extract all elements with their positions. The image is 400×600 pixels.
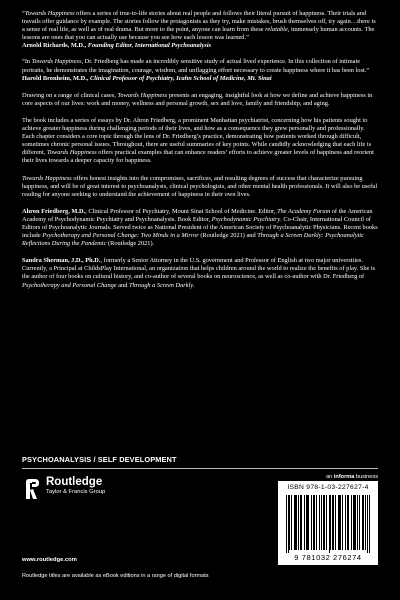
website-link[interactable]: www.routledge.com — [22, 557, 77, 563]
description-paragraph-2: The book includes a series of essays by Dr. Ahron Friedberg, a prominent Manhattan psychiatrist, concerning how his patients sought to achieve greater happiness during challenging periods of their lives, and how as a consequence they grew personally and professionally. Each chapter considers a core topic through the lens of Dr. Friedberg’s practice, demonstrating how patients worked through difficult, sometimes chronic personal issues. Throughout, there are useful summaries of key points. While candidly acknowledging that each life is different, Towards Happiness offers practical examples that can enhance readers’ efforts to achieve greater levels of happiness and reorient their lives towards a deeper capacity for happiness. — [22, 116, 374, 165]
publisher-logo — [22, 476, 142, 502]
isbn-label: ISBN 978-1-03-227627-4 — [287, 484, 369, 491]
barcode-number: 9 781032 276274 — [294, 553, 362, 562]
author-bio-2: Sandra Sherman, J.D., Ph.D., formerly a Senior Attorney in the U.S. government and Professor of English at two major universities. Currently, a Principal at ChildsPlay International, an organization that helps children around the world to realize the benefits of play. She is the author of four books on cultural history, and co-author of several books on neuroscience, as well as co-author with Dr. Friedberg of Psychotherapy and Personal Change and Through a Screen Darkly. — [22, 257, 376, 289]
barcode-box — [278, 481, 378, 565]
publisher-group: Taylor & Francis Group — [46, 489, 106, 495]
description-paragraph-3: Towards Happiness offers honest insights into the compromises, sacrifices, and resulting degrees of success that characterize pursuing happiness, and will be of great interest to psychoanalysts, clinical psychologists, and other mental health professionals. It will also be useful reading for anyone seeking to understand the achievement of happiness in their own lives. — [22, 174, 378, 198]
description-paragraph-1: Drawing on a range of clinical cases, Towards Happiness presents an engaging, insightful look at how we define and achieve happiness in core aspects of our lives: work and money, wellness and personal growth, sex and love, family and friendship, and aging. — [22, 91, 373, 107]
barcode-icon — [286, 495, 370, 553]
endorsement-quote-2: “In Towards Happiness, Dr. Friedberg has made an incredibly sensitive study of actual lived experience. In this collection of intimate portraits, he demonstrates the imagination, courage, wisdom, and unflagging effort necessary to create happiness where it has been lost.” — [22, 58, 370, 74]
endorsement-attribution-1: Arnold Richards, M.D., Founding Editor, International Psychoanalysis — [22, 42, 212, 50]
divider — [22, 468, 378, 469]
publisher-name: Routledge — [46, 476, 103, 488]
routledge-logo-icon — [22, 477, 42, 501]
informa-business-label: an informa business — [326, 474, 378, 480]
subject-category: PSYCHOANALYSIS / SELF DEVELOPMENT — [22, 455, 177, 464]
endorsement-quote-1: “Towards Happiness offers a series of true-to-life stories about real people and follows their literal pursuit of happiness. Their trials and travails offer guidance by example. The stories follow the protagonists as they try, make mistakes, brush themselves off, try again…there is a sense of real life, as well as of real drama. But more to the point, anyone can learn from these relatable, immensely human accounts. The lessons are ones that you can actually use because you see how each lesson was learned.” — [22, 10, 376, 42]
author-bio-1: Ahron Friedberg, M.D., Clinical Professor of Psychiatry, Mount Sinai School of Medicine. Editor, The Academy Forum of the American Academy of Psychodynamic Psychiatry and Psychoanalysis. Book Editor, Psychodynamic Psychiatry. Co-Chair, International Council of Editors of Psychoanalytic Journals. Served twice as National President of the American Society of Psychoanalytic Physicians. Recent books include Psychotherapy and Personal Change: Two Minds in a Mirror (Routledge 2021) and Through a Screen Darkly: Psychoanalytic Reflections During the Pandemic (Routledge 2021). — [22, 207, 378, 248]
ebook-footnote: Routledge titles are available as eBook editions in a range of digital formats — [22, 573, 209, 579]
endorsement-attribution-2: Harold Bronheim, M.D., Clinical Professor of Psychiatry, Icahn School of Medicine, Mt. Sinai — [22, 74, 272, 82]
back-cover-text — [22, 10, 378, 290]
